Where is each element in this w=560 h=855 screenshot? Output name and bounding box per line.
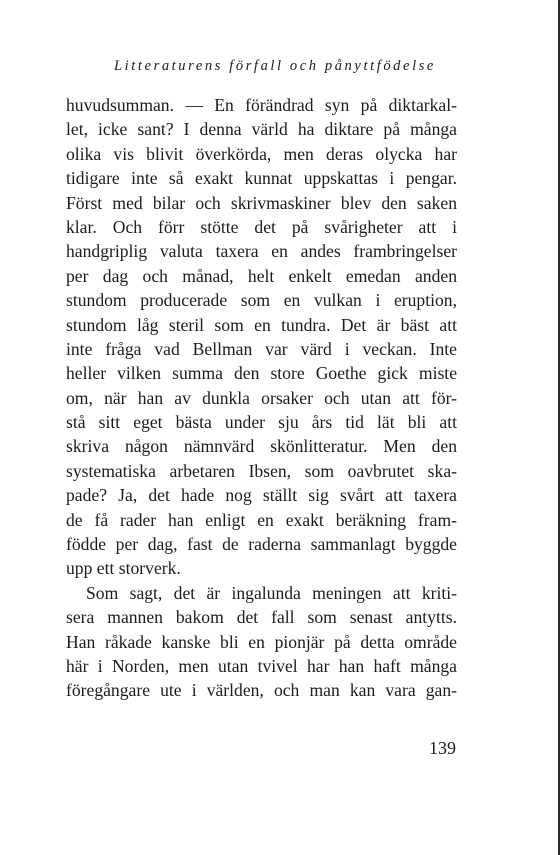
text-line: inte fråga vad Bellman var värd i veckan. Inte (66, 338, 457, 359)
text-line: per dag och månad, helt enkelt emedan anden (66, 265, 457, 286)
text-line: klar. Och förr stötte det på svårigheter att i (66, 216, 457, 237)
text-line: födde per dag, fast de raderna sammanlagt byggde (66, 534, 457, 555)
text-line: om, när han av dunkla orsaker och utan att för- (66, 387, 457, 408)
text-line: stundom producerade som en vulkan i eruption, (66, 290, 457, 311)
text-line: stundom låg steril som en tundra. Det är bäst att (66, 314, 457, 335)
text-line: olika vis blivit överkörda, men deras olycka har (66, 143, 457, 164)
running-head: Litteraturens förfall och pånyttfödelse (114, 58, 436, 74)
text-line: sera mannen bakom det fall som senast antytts. (66, 607, 457, 628)
text-line: stå sitt eget bästa under sju års tid lät bli att (66, 412, 457, 433)
text-line: pade? Ja, det hade nog ställt sig svårt att taxera (66, 485, 457, 506)
text-line: upp ett storverk. (66, 558, 181, 579)
text-line: huvudsumman. — En förändrad syn på diktarkal- (66, 95, 457, 115)
text-line: här i Norden, men utan tvivel har han haft många (66, 655, 457, 676)
text-line: handgriplig valuta taxera en andes frambringelser (66, 241, 457, 262)
text-line: de få rader han enligt en exakt beräkning fram- (66, 509, 457, 530)
text-line: Han råkade kanske bli en pionjär på detta område (66, 631, 457, 652)
text-line: skriva någon nämnvärd skönlitteratur. Men den (66, 436, 457, 457)
text-line: tidigare inte så exakt kunnat uppskattas i pengar. (66, 168, 457, 189)
text-line: let, icke sant? I denna värld ha diktare på många (66, 119, 457, 140)
text-line: föregångare ute i världen, och man kan vara gan- (66, 680, 457, 701)
body-text (66, 93, 457, 703)
text-line: heller vilken summa den store Goethe gick miste (66, 363, 457, 384)
page-number: 139 (429, 738, 456, 758)
text-line: systematiska arbetaren Ibsen, som oavbrutet ska- (66, 460, 457, 481)
text-line: Först med bilar och skrivmaskiner blev den saken (66, 192, 457, 213)
text-line: Som sagt, det är ingalunda meningen att kriti- (86, 582, 457, 603)
